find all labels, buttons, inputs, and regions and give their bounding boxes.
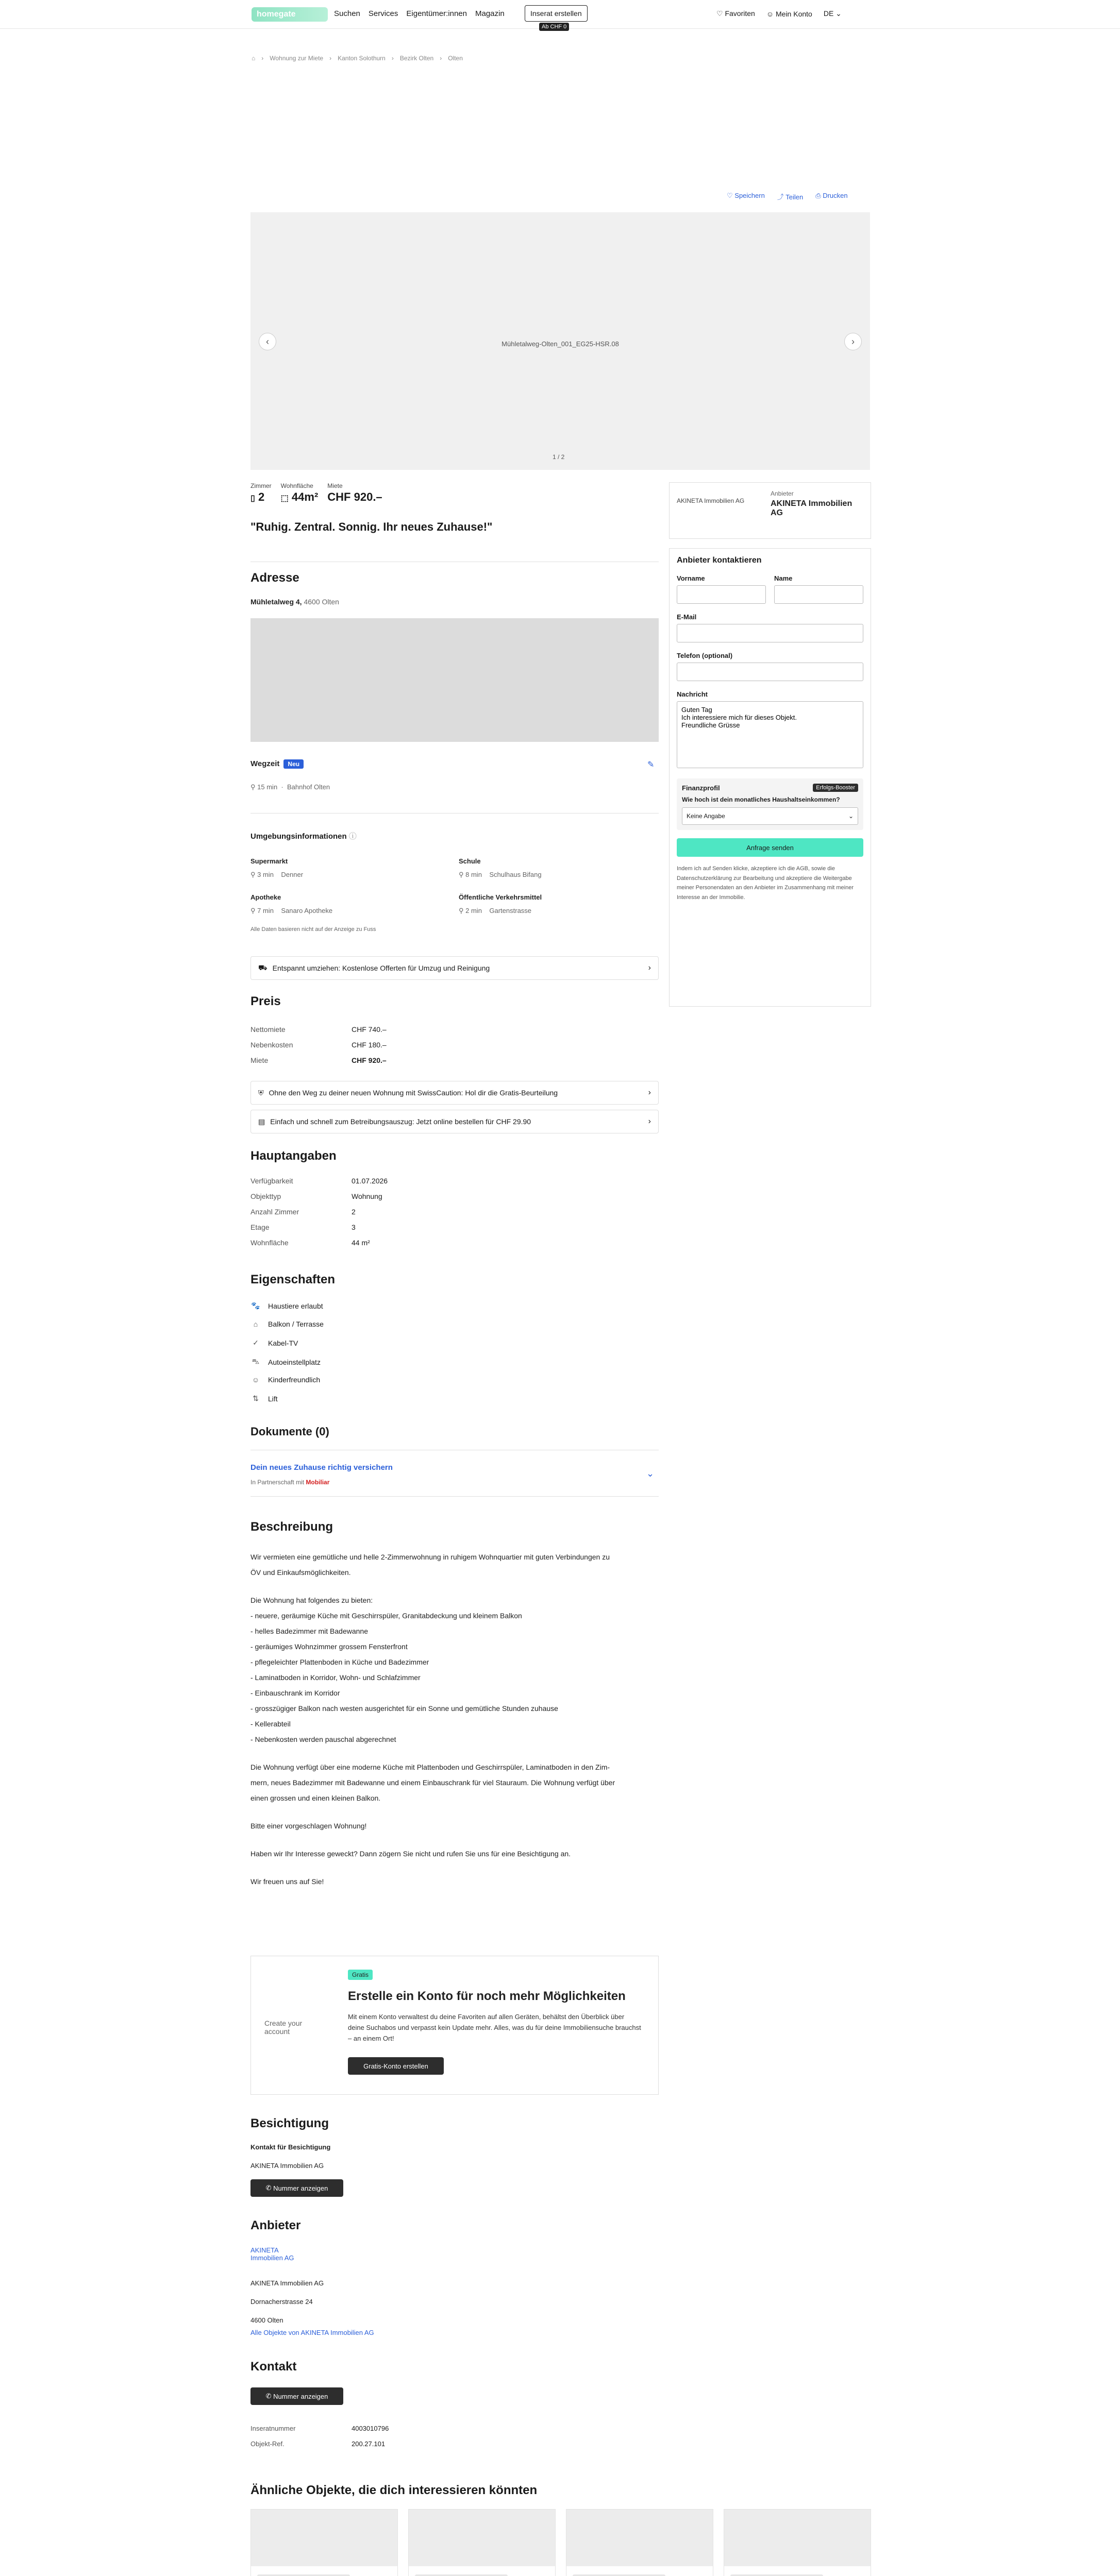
moving-offer-text: Entspannt umziehen: Kostenlose Offerten für Umzug und Reinigung — [272, 964, 490, 972]
description-line: Wir vermieten eine gemütliche und helle 2-Zimmerwohnung in ruhigem Wohnquartier mit guten Verbindungen zu — [250, 1553, 610, 1561]
finance-profile — [677, 778, 863, 830]
swisscaution-box[interactable] — [250, 1081, 659, 1105]
agency-card — [669, 482, 871, 539]
object-ref-label: Objekt-Ref. — [250, 2440, 285, 2448]
child-icon: ☺ — [252, 1376, 260, 1384]
viewing-title: Besichtigung — [250, 2116, 329, 2130]
nav-magazin[interactable]: Magazin — [475, 9, 505, 18]
chevron-right-icon: › — [261, 55, 264, 62]
nav-services[interactable]: Services — [368, 9, 398, 18]
description-line: - neuere, geräumige Küche mit Geschirrspüler, Granitabdeckung und kleinem Balkon — [250, 1612, 522, 1620]
divider — [250, 813, 659, 814]
keyfact-value: 2 — [258, 490, 265, 503]
price-label: Miete — [250, 1056, 269, 1064]
chevron-down-icon: ⌄ — [835, 9, 842, 18]
document-icon: ▤ — [258, 1117, 265, 1126]
breadcrumb-item[interactable]: Olten — [448, 55, 463, 62]
door-icon: ▯ — [250, 494, 255, 503]
description-title: Beschreibung — [250, 1520, 333, 1534]
price-value: CHF 180.– — [352, 1041, 387, 1049]
pet-icon: 🐾 — [251, 1301, 260, 1310]
price-value: CHF 740.– — [352, 1025, 387, 1033]
show-number-label: Nummer anzeigen — [273, 2392, 328, 2400]
provider-title: Anbieter — [250, 2218, 301, 2232]
feature-label: Autoeinstellplatz — [268, 1358, 321, 1366]
heart-icon: ♡ — [716, 9, 723, 18]
surroundings-title — [250, 831, 357, 841]
shield-icon: ⛨ — [258, 1088, 264, 1097]
info-label: Verfügbarkeit — [250, 1177, 293, 1185]
feature-item — [250, 1320, 324, 1328]
similar-card-skeleton[interactable] — [566, 2509, 713, 2576]
poi-label: Supermarkt — [250, 857, 288, 865]
info-label: Anzahl Zimmer — [250, 1208, 299, 1216]
swisscaution-text: Ohne den Weg zu deiner neuen Wohnung mit SwissCaution: Hol dir die Gratis-Beurteilung — [269, 1089, 558, 1097]
main-info-title: Hauptangaben — [250, 1149, 337, 1163]
info-label: Objekttyp — [250, 1192, 281, 1200]
favorites-label: Favoriten — [725, 9, 755, 18]
create-listing-button[interactable]: Inserat erstellen — [525, 5, 588, 22]
show-number-button[interactable] — [250, 2387, 343, 2405]
feature-label: Kinderfreundlich — [268, 1376, 321, 1384]
similar-card-skeleton[interactable] — [408, 2509, 556, 2576]
breadcrumb — [252, 55, 463, 62]
listing-actions — [727, 192, 848, 201]
phone-icon: ✆ — [265, 2392, 272, 2400]
account-label: Mein Konto — [776, 9, 812, 18]
language-label: DE — [823, 9, 834, 18]
poi-label: Apotheke — [250, 893, 281, 901]
homegate-logo[interactable]: homegate — [252, 7, 328, 22]
description-line: - Nebenkosten werden pauschal abgerechnet — [250, 1735, 396, 1743]
image-gallery[interactable] — [250, 212, 870, 470]
insurance-link[interactable]: Dein neues Zuhause richtig versichern — [250, 1463, 393, 1472]
account-link[interactable] — [766, 10, 812, 18]
balcony-icon: ⌂ — [253, 1320, 258, 1328]
keyfact-value: CHF 920.– — [327, 490, 382, 503]
description-line: Die Wohnung hat folgendes zu bieten: — [250, 1596, 373, 1604]
similar-title: Ähnliche Objekte, die dich interessieren könnten — [250, 2483, 538, 2497]
chevron-right-icon: › — [391, 55, 394, 62]
chevron-left-icon[interactable]: ‹ — [259, 333, 276, 350]
create-account-button[interactable]: Gratis-Konto erstellen — [348, 2057, 444, 2075]
key-facts — [250, 482, 382, 504]
address-title: Adresse — [250, 571, 299, 585]
firstname-label: Vorname — [677, 574, 705, 582]
feature-item — [250, 1357, 321, 1367]
wegzeit-destination: Bahnhof Olten — [287, 783, 330, 791]
description-line: Wir freuen uns auf Sie! — [250, 1877, 324, 1886]
similar-card-skeleton[interactable] — [724, 2509, 871, 2576]
promo-title: Erstelle ein Konto für noch mehr Möglichkeiten — [348, 1989, 626, 2003]
partner-line — [250, 1479, 329, 1486]
listing-number-label: Inseratnummer — [250, 2425, 296, 2432]
income-select[interactable] — [682, 807, 858, 825]
info-value: 01.07.2026 — [352, 1177, 388, 1185]
address-city: 4600 Olten — [304, 598, 339, 606]
chevron-right-icon: › — [329, 55, 332, 62]
language-select[interactable] — [824, 9, 842, 18]
description-line: - Laminatboden in Korridor, Wohn- und Schlafzimmer — [250, 1673, 421, 1682]
feature-item — [250, 1394, 278, 1403]
free-badge: Gratis — [348, 1970, 373, 1980]
provider-city: 4600 Olten — [250, 2316, 283, 2324]
provider-name: AKINETA Immobilien AG — [250, 2279, 324, 2287]
promo-body: Mit einem Konto verwaltest du deine Favoriten auf allen Geräten, behältst den Überblick über deine Suchabos und verpasst kein Update mehr. Alles, was du für deine Immobiliensuche brauchst – an einem Ort! — [348, 2013, 641, 2042]
poi-row: ⚲ 2 min Gartenstrasse — [459, 907, 532, 914]
poi-name: Sanaro Apotheke — [281, 907, 333, 914]
chevron-right-icon: › — [648, 1117, 651, 1126]
poi-note: Alle Daten basieren nicht auf der Anzeige zu Fuss — [250, 926, 376, 933]
message-label: Nachricht — [677, 690, 708, 698]
breadcrumb-item[interactable]: Kanton Solothurn — [338, 55, 386, 62]
feature-label: Lift — [268, 1394, 278, 1403]
price-label: Nettomiete — [250, 1025, 286, 1033]
home-icon[interactable]: ⌂ — [252, 55, 256, 62]
keyfact-label: Wohnfläche — [280, 482, 313, 489]
truck-icon: ⛟ — [258, 963, 268, 972]
mobiliar-logo: Mobiliar — [306, 1479, 330, 1486]
features-title: Eigenschaften — [250, 1273, 336, 1286]
price-title: Preis — [250, 994, 281, 1008]
header-right — [716, 9, 842, 18]
address-line — [250, 598, 339, 606]
feature-label: Kabel-TV — [268, 1338, 298, 1347]
poi-name: Schulhaus Bifang — [489, 871, 542, 878]
similar-card-skeleton[interactable] — [250, 2509, 398, 2576]
contact-title: Anbieter kontaktieren — [677, 556, 762, 565]
breadcrumb-item[interactable]: Wohnung zur Miete — [270, 55, 324, 62]
walk-icon: ⚲ — [250, 783, 256, 791]
booster-badge: Erfolgs-Booster — [813, 784, 858, 792]
save-label: Speichern — [734, 192, 765, 199]
listing-tagline: "Ruhig. Zentral. Sonnig. Ihr neues Zuhause!" — [250, 520, 493, 533]
info-label: Wohnfläche — [250, 1239, 289, 1247]
feature-item — [250, 1338, 298, 1347]
income-select-value: Keine Angabe — [687, 812, 725, 820]
lift-icon: ⇅ — [253, 1394, 259, 1402]
description-line: Bitte einer vorgeschlagen Wohnung! — [250, 1822, 367, 1830]
provider-all-listings-link[interactable]: Alle Objekte von AKINETA Immobilien AG — [250, 2329, 374, 2336]
keyfact-rent — [327, 482, 382, 504]
poi-time: 7 min — [257, 907, 274, 914]
area-icon: ⬚ — [280, 494, 289, 503]
account-promo — [250, 1956, 659, 2095]
wegzeit-row: ⚲ 15 min · Bahnhof Olten — [250, 783, 330, 791]
anbieter-label: Anbieter — [771, 490, 794, 497]
message-textarea[interactable] — [677, 701, 863, 768]
keyfact-value: 44m² — [291, 490, 319, 503]
poi-name: Denner — [281, 871, 304, 878]
contact-section-title: Kontakt — [250, 2360, 297, 2374]
poi-row: ⚲ 7 min Sanaro Apotheke — [250, 907, 333, 914]
share-button[interactable]: ⤴ Teilen — [777, 193, 804, 201]
provider-logo[interactable] — [250, 2246, 294, 2262]
favorites-link[interactable] — [716, 9, 755, 18]
gallery-image-alt: Mühletalweg-Olten_001_EG25-HSR.08 — [502, 340, 619, 348]
debt-extract-box[interactable] — [250, 1110, 659, 1133]
poi-time: 8 min — [465, 871, 482, 878]
contact-form — [669, 548, 871, 1007]
description-line: mern, neues Badezimmer mit Badewanne und einem Einbauschrank für viel Stauraum. Die Wohnung verfügt über — [250, 1778, 615, 1787]
poi-label: Öffentliche Verkehrsmittel — [459, 893, 542, 901]
finance-title: Finanzprofil — [682, 784, 720, 792]
gallery-counter: 1 / 2 — [553, 453, 565, 461]
moving-offer-box[interactable] — [250, 956, 659, 980]
object-ref-value: 200.27.101 — [352, 2440, 386, 2448]
surroundings-title-text: Umgebungsinformationen — [250, 832, 347, 841]
info-value: 3 — [352, 1223, 356, 1231]
main-nav — [334, 9, 505, 18]
email-input[interactable] — [677, 624, 863, 642]
poi-label: Schule — [459, 857, 481, 865]
info-label: Etage — [250, 1223, 270, 1231]
poi-time: 3 min — [257, 871, 274, 878]
email-label: E-Mail — [677, 613, 697, 621]
feature-label: Haustiere erlaubt — [268, 1301, 323, 1310]
provider-street: Dornacherstrasse 24 — [250, 2298, 313, 2306]
poi-time: 2 min — [465, 907, 482, 914]
lastname-label: Name — [774, 574, 793, 582]
keyfact-area — [281, 482, 319, 504]
info-icon[interactable]: ⓘ — [348, 832, 357, 841]
provider-logo-line1: AKINETA — [250, 2246, 279, 2254]
keyfact-label: Miete — [327, 482, 343, 489]
show-number-label: Nummer anzeigen — [273, 2184, 328, 2192]
info-value: 44 m² — [352, 1239, 370, 1247]
firstname-input[interactable] — [677, 585, 766, 604]
poi-row: ⚲ 8 min Schulhaus Bifang — [459, 871, 542, 878]
price-value: CHF 920.– — [352, 1056, 387, 1064]
lastname-input[interactable] — [774, 585, 863, 604]
print-button[interactable]: ⎙ Drucken — [815, 192, 848, 199]
car-icon: ⛍ — [252, 1357, 260, 1365]
info-value: 2 — [352, 1208, 356, 1216]
debt-extract-text: Einfach und schnell zum Betreibungsauszug: Jetzt online bestellen für CHF 29.90 — [270, 1117, 531, 1126]
promo-left-text: Create your account — [264, 2019, 303, 2036]
description-line: - geräumiges Wohnzimmer grossem Fensterfront — [250, 1642, 408, 1651]
chevron-down-icon: ⌄ — [848, 812, 854, 820]
edit-icon[interactable]: ✎ — [647, 760, 655, 769]
description-line: Die Wohnung verfügt über eine moderne Küche mit Plattenboden und Geschirrspüler, Laminatboden in den Zim- — [250, 1763, 610, 1771]
nav-suchen[interactable]: Suchen — [334, 9, 360, 18]
save-button[interactable]: ♡ Speichern — [727, 192, 765, 199]
viewing-subtitle: Kontakt für Besichtigung — [250, 2143, 331, 2151]
phone-input[interactable] — [677, 663, 863, 681]
description-line: - Kellerabteil — [250, 1720, 291, 1728]
breadcrumb-item[interactable]: Bezirk Olten — [399, 55, 434, 62]
feature-label: Balkon / Terrasse — [268, 1320, 324, 1328]
share-label: Teilen — [785, 193, 804, 201]
legal-notice: Indem ich auf Senden klicke, akzeptiere ich die AGB, sowie die Datenschutzerklärung zur Bearbeitung und akzeptiere die Weitergabe meiner Personendaten an den Anbieter im Zusammenhang mit meiner Interesse an der Immobilie. — [677, 866, 854, 901]
keyfact-label: Zimmer — [250, 482, 272, 489]
nav-eigentuemer[interactable]: Eigentümer:innen — [406, 9, 467, 18]
agency-logo-text: AKINETA Immobilien AG — [677, 497, 745, 504]
description-line: Haben wir Ihr Interesse geweckt? Dann zögern Sie nicht und rufen Sie uns für eine Besichtigung an. — [250, 1850, 571, 1858]
partner-label: In Partnerschaft mit — [250, 1479, 305, 1486]
description-line: - grosszügiger Balkon nach westen ausgerichtet für ein Sonne und gemütliche Stunden zuhause — [250, 1704, 558, 1713]
info-value: Wohnung — [352, 1192, 382, 1200]
chevron-right-icon: › — [648, 1088, 651, 1097]
chevron-right-icon[interactable]: › — [844, 333, 862, 350]
feature-item — [250, 1376, 320, 1384]
description-line: - Einbauschrank im Korridor — [250, 1689, 340, 1697]
poi-row: ⚲ 3 min Denner — [250, 871, 304, 878]
description-line: einen grossen und einen kleinen Balkon. — [250, 1794, 381, 1802]
chevron-right-icon: › — [648, 963, 651, 972]
chevron-right-icon: › — [440, 55, 442, 62]
phone-icon: ✆ — [265, 2184, 272, 2192]
phone-label: Telefon (optional) — [677, 652, 733, 659]
wegzeit-label: Wegzeit — [250, 759, 280, 768]
keyfact-rooms — [250, 482, 272, 504]
feature-item — [250, 1301, 323, 1310]
listing-number-value: 4003010796 — [352, 2425, 389, 2432]
anbieter-name: AKINETA Immobilien AG — [771, 499, 852, 517]
tv-icon: ✓ — [253, 1338, 259, 1347]
print-label: Drucken — [823, 192, 848, 199]
poi-name: Gartenstrasse — [489, 907, 532, 914]
description-line: - helles Badezimmer mit Badewanne — [250, 1627, 368, 1635]
description-line: ÖV und Einkaufsmöglichkeiten. — [250, 1568, 351, 1577]
top-bar — [0, 0, 1120, 29]
new-badge: Neu — [283, 759, 304, 769]
viewing-contact-name: AKINETA Immobilien AG — [250, 2162, 324, 2170]
show-number-button[interactable] — [250, 2179, 343, 2197]
map[interactable] — [250, 618, 659, 742]
documents-title: Dokumente (0) — [250, 1425, 329, 1438]
price-badge: Ab CHF 0 — [539, 23, 569, 31]
address-street: Mühletalweg 4, — [250, 598, 302, 606]
income-question: Wie hoch ist dein monatliches Haushaltseinkommen? — [682, 796, 840, 803]
price-label: Nebenkosten — [250, 1041, 293, 1049]
description-line: - pflegeleichter Plattenboden in Küche und Badezimmer — [250, 1658, 429, 1666]
submit-inquiry-button[interactable]: Anfrage senden — [677, 838, 863, 857]
provider-logo-line2: Immobilien AG — [250, 2254, 294, 2262]
wegzeit-heading — [250, 759, 304, 769]
divider — [250, 1496, 659, 1497]
wegzeit-time: 15 min — [257, 783, 278, 791]
user-icon: ☺ — [766, 9, 774, 18]
chevron-down-icon[interactable]: ⌄ — [646, 1468, 655, 1479]
